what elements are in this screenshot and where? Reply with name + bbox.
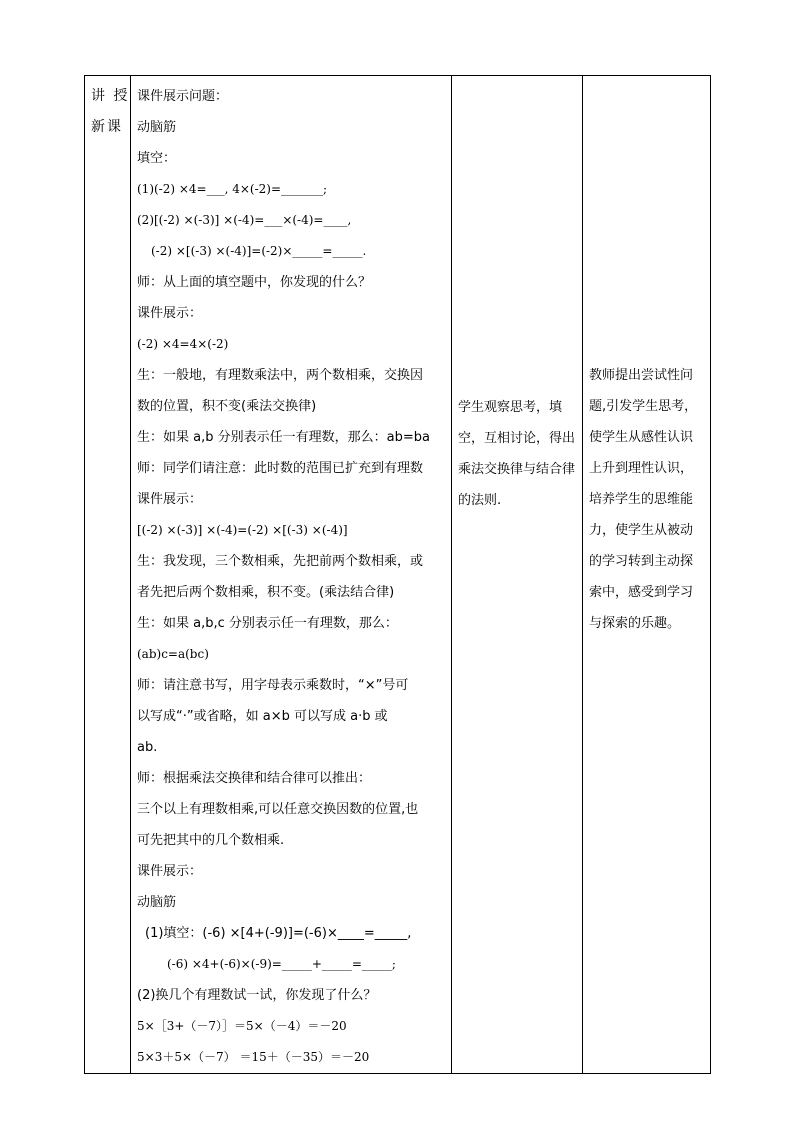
content-line: 以写成“·”或省略，如 a×b 可以写成 a·b 或: [137, 709, 388, 724]
content-line: 师：请注意书写，用字母表示乘数时，“×”号可: [137, 678, 409, 693]
content-line: 可先把其中的几个数相乘.: [137, 833, 285, 848]
content-line: 数的位置，积不变(乘法交换律): [137, 399, 317, 414]
student-activity-cell: [452, 76, 583, 1074]
content-line: (2)[(-2) ×(-3)] ×(-4)=___×(-4)=____,: [137, 213, 352, 227]
content-line: 生：如果 a,b,c 分别表示任一有理数，那么：: [137, 616, 398, 631]
content-line: 课件展示：: [137, 306, 203, 321]
table-row: [85, 76, 711, 1074]
content-cell: [131, 76, 452, 1074]
content-line: 课件展示问题：: [137, 89, 229, 104]
content-line: 者先把后两个数相乘，积不变。(乘法结合律): [137, 585, 395, 600]
lesson-content: [131, 76, 451, 1073]
phase-cell: [85, 76, 131, 1074]
content-line: 三个以上有理数相乘,可以任意交换因数的位置,也: [137, 802, 419, 817]
content-line: (-6) ×4+(-6)×(-9)=_____+_____=_____;: [167, 957, 396, 971]
lesson-plan-table: [84, 75, 711, 1074]
content-line: ab.: [137, 740, 158, 755]
content-line: 5×［3+（－7）］＝5×（－4）＝－20: [137, 1019, 347, 1033]
phase-label-line: 讲 授: [91, 88, 130, 104]
content-line: (1)填空：(-6) ×[4+(-9)]=(-6)×____=_____,: [145, 926, 412, 941]
content-line: [(-2) ×(-3)] ×(-4)=(-2) ×[(-3) ×(-4)]: [137, 523, 348, 537]
content-line: 生：一般地，有理数乘法中，两个数相乘，交换因: [137, 368, 424, 383]
content-line: 师：从上面的填空题中，你发现的什么？: [137, 275, 372, 290]
content-line: 动脑筋: [137, 120, 177, 135]
content-line: 师：根据乘法交换律和结合律可以推出：: [137, 771, 372, 786]
student-activity-text: 学生观察思考，填空，互相讨论，得出乘法交换律与结合律的法则.: [458, 400, 576, 508]
phase-label: [85, 76, 130, 143]
content-line: (-2) ×[(-3) ×(-4)]=(-2)×_____=_____.: [151, 244, 367, 258]
content-line: 5×3＋5×（－7） ＝15＋（－35）＝－20: [137, 1050, 370, 1064]
content-line: 生：我发现，三个数相乘，先把前两个数相乘，或: [137, 554, 424, 569]
design-intent-cell: [583, 76, 711, 1074]
content-line: 生：如果 a,b 分别表示任一有理数，那么：ab=ba: [137, 430, 430, 445]
content-line: 填空：: [137, 151, 177, 166]
content-line: 课件展示：: [137, 864, 203, 879]
content-line: 动脑筋: [137, 895, 177, 910]
content-line: (-2) ×4=4×(-2): [137, 337, 229, 351]
phase-label-line: 新课: [91, 119, 123, 135]
design-intent-text: 教师提出尝试性问题,引发学生思考，使学生从感性认识上升到理性认识，培养学生的思维能力，使学生从被动的学习转到主动探索中，感受到学习与探索的乐趣。: [589, 368, 698, 631]
content-line: 师：同学们请注意：此时数的范围已扩充到有理数: [137, 461, 424, 476]
content-line: (1)(-2) ×4=___, 4×(-2)=_______;: [137, 182, 328, 196]
content-line: 课件展示：: [137, 492, 203, 507]
content-line: (ab)c=a(bc): [137, 647, 209, 661]
content-line: (2)换几个有理数试一试，你发现了什么？: [137, 988, 377, 1003]
